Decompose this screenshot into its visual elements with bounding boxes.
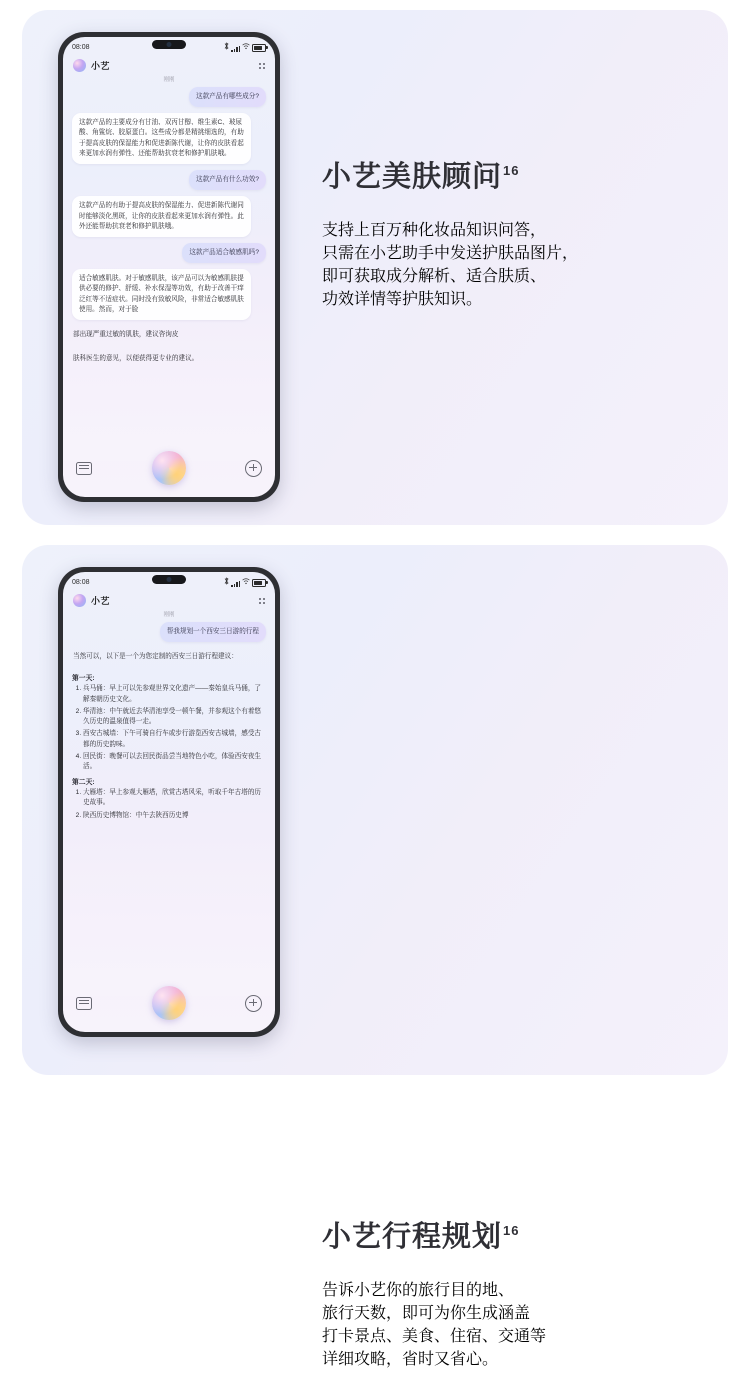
footnote-marker: 16: [503, 1223, 520, 1239]
chat-bubble-ai: 这款产品的有助于提高皮肤的保湿能力、促进新陈代谢同时能够淡化黑斑，让你的皮肤看起来更加水润有弹性。此外还能帮助抗衰老和修护肌肤哦。: [72, 196, 251, 237]
feature-description-line: 功效详情等护肤知识。: [322, 290, 483, 308]
itinerary-list: [72, 684, 266, 772]
phone-body: [58, 32, 280, 502]
signal-bars-icon: [231, 580, 240, 587]
assistant-orb-button[interactable]: [152, 451, 186, 485]
chat-bubble-user: 这款产品有哪些成分?: [189, 87, 266, 107]
itinerary-item: 2. 陕西历史博物馆：中午去陕西历史博: [83, 811, 266, 821]
feature-copy-trip: [322, 1220, 694, 1385]
app-title: 小艺: [91, 61, 110, 71]
itinerary-item: 3. 西安古城墙：下午可骑自行车或步行游览西安古城墙，感受古都的历史韵味。: [83, 729, 266, 749]
chat-bubble-ai-continued: 肤科医生的意见，以便获得更专业的建议。: [73, 355, 199, 363]
feature-description-line: 支持上百万种化妆品知识问答，: [322, 221, 547, 239]
itinerary-list: [72, 788, 266, 821]
xiaoyi-logo-icon: [73, 59, 86, 72]
chat-bubble-ai: 这款产品的主要成分有甘油、双丙甘醇、维生素C、玻尿酸、角鲨烷、胶原蛋白。这些成分都是精挑细选的，有助于提高皮肤的保湿能力和促进新陈代谢，让你的皮肤看起来更加水润有弹性、还能帮助抗衰老和修护肌肤哦。: [72, 113, 251, 164]
chat-row-user: [72, 87, 266, 107]
chat-transcript[interactable]: [63, 75, 275, 461]
feature-card-beauty-advisor: [22, 10, 728, 525]
feature-description-line: 旅行天数，即可为你生成涵盖: [322, 1304, 531, 1322]
app-title: 小艺: [91, 596, 110, 606]
chat-row-ai: [72, 196, 266, 237]
plus-icon[interactable]: [245, 995, 262, 1012]
footnote-marker: 16: [503, 163, 520, 179]
bluetooth-icon: [224, 577, 229, 587]
battery-icon: [252, 44, 266, 53]
chat-row-ai: [72, 648, 266, 666]
battery-icon: [252, 579, 266, 588]
wifi-icon: [242, 578, 250, 587]
itinerary-item: 4. 回民街：晚餐可以去回民街品尝当地特色小吃，体验西安夜生活。: [83, 752, 266, 772]
feature-card-trip-planner: [22, 545, 728, 1368]
app-header: [63, 590, 275, 609]
chat-bubble-user: 帮我规划一个西安三日游的行程: [160, 622, 266, 642]
feature-description-line: 只需在小艺助手中发送护肤品图片，: [322, 244, 579, 262]
chat-timestamp: 刚刚: [163, 77, 175, 83]
chat-bubble-user: 这款产品有什么功效?: [189, 170, 266, 190]
xiaoyi-logo-icon: [73, 594, 86, 607]
feature-description-line: 打卡景点、美食、住宿、交通等: [322, 1327, 547, 1345]
status-time: 08:08: [72, 43, 90, 51]
assistant-orb-button[interactable]: [152, 986, 186, 1020]
camera-notch-icon: [152, 40, 186, 49]
feature-headline: 小艺行程规划$^{16}$: [322, 1221, 520, 1253]
signal-bars-icon: [231, 45, 240, 52]
status-time: 08:08: [72, 578, 90, 586]
chat-bubble-ai: 适合敏感肌肤。对于敏感肌肤，该产品可以为敏感肌肤提供必要的修护、舒缓、补水保湿等功效，有助于改善干痒泛红等不适症状。同时没有致敏风险，非常适合敏感肌肤使用。然而，对于脸: [72, 269, 251, 320]
chat-transcript[interactable]: [63, 610, 275, 996]
camera-notch-icon: [152, 575, 186, 584]
phone-mockup-2: [58, 567, 280, 1037]
phone-screen: [63, 572, 275, 1032]
itinerary-day-title: 第二天:: [72, 779, 95, 787]
feature-description-line: 告诉小艺你的旅行目的地、: [322, 1281, 515, 1299]
chat-row-ai: [72, 350, 266, 368]
feature-copy-beauty: [322, 160, 694, 325]
chat-row-user: [72, 170, 266, 190]
keyboard-icon[interactable]: [76, 997, 92, 1010]
chat-row-ai: [72, 113, 266, 164]
keyboard-icon[interactable]: [76, 462, 92, 475]
plus-icon[interactable]: [245, 460, 262, 477]
feature-headline: 小艺美肤顾问$^{16}$: [322, 161, 520, 193]
phone-body: [58, 567, 280, 1037]
itinerary-item: 1. 兵马俑：早上可以先参观世界文化遗产——秦始皇兵马俑，了解秦朝历史文化。: [83, 684, 266, 704]
more-options-icon[interactable]: [259, 598, 265, 604]
bluetooth-icon: [224, 42, 229, 52]
itinerary-day: [72, 672, 266, 772]
chat-bubble-user: 这款产品适合敏感肌吗?: [182, 243, 266, 263]
chat-row-ai: [72, 269, 266, 320]
chat-bubble-ai-continued: 部出现严重过敏的肌肤，建议咨询皮: [73, 331, 179, 339]
itinerary-item: 2. 华清池：中午就近去华清池享受一顿午餐，并参观这个有着悠久历史的温泉值得一走。: [83, 707, 266, 727]
itinerary-item: 1. 大雁塔：早上参观大雁塔，欣赏古塔风采，听取千年古塔的历史故事。: [83, 788, 266, 808]
chat-row-ai: [72, 326, 266, 344]
feature-description-line: 详细攻略，省时又省心。: [322, 1350, 499, 1368]
more-options-icon[interactable]: [259, 63, 265, 69]
status-icons: [224, 42, 266, 52]
chat-row-user: [72, 243, 266, 263]
chat-toolbar: [63, 974, 275, 1032]
phone-screen: [63, 37, 275, 497]
chat-toolbar: [63, 439, 275, 497]
app-header: [63, 55, 275, 74]
itinerary-day-title: 第一天:: [72, 675, 95, 683]
itinerary-day: [72, 776, 266, 821]
wifi-icon: [242, 43, 250, 52]
chat-timestamp: 刚刚: [163, 612, 175, 618]
phone-mockup-1: [58, 32, 280, 502]
chat-row-user: [72, 622, 266, 642]
status-icons: [224, 577, 266, 587]
chat-bubble-ai: 当然可以，以下是一个为您定制的西安三日游行程建议：: [73, 653, 238, 661]
feature-description-line: 即可获取成分解析、适合肤质、: [322, 267, 547, 285]
